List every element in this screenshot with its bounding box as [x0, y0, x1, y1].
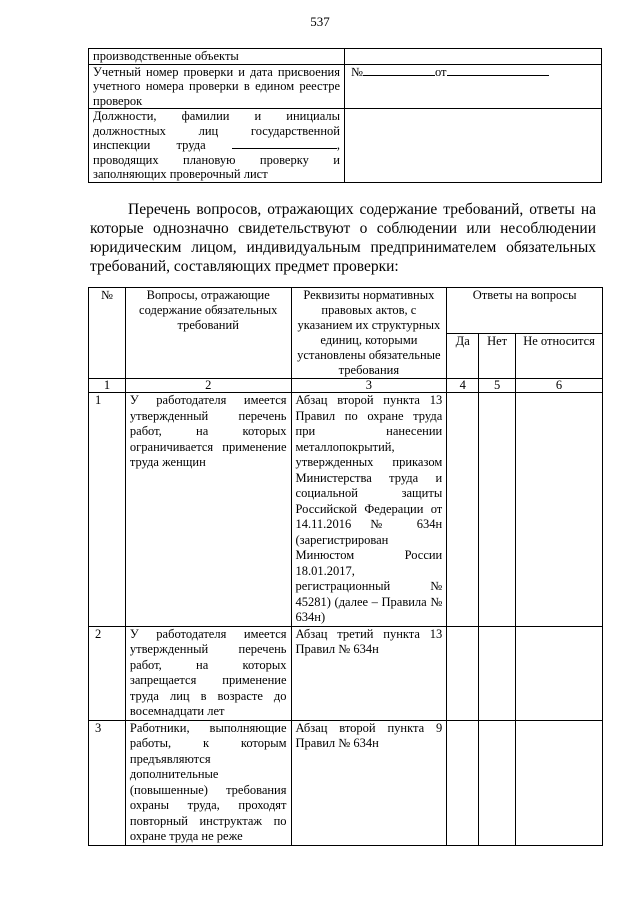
- row-requisites: Абзац второй пункта 13 Правил по охране труда при нанесении металлопокрытий, утвержденных приказом Министерства труда и социальной защиты Российской Федерации от 14.11.2016 № 634н (зарегистрирован Минюстом России 18.01.2017, регистрационный № 45281) (далее – Правила № 634н): [291, 393, 447, 627]
- answer-not-applicable-cell[interactable]: [516, 720, 603, 845]
- column-index: 2: [125, 379, 291, 393]
- row-requisites: Абзац третий пункта 13 Правил № 634н: [291, 626, 447, 720]
- answer-no-cell[interactable]: [479, 626, 516, 720]
- answer-yes-cell[interactable]: [447, 720, 479, 845]
- officials-label-start: Должности, фамилии и инициалы должностных лиц государственной инспекции труда: [93, 109, 340, 152]
- column-index: 3: [291, 379, 447, 393]
- header-yes: Да: [447, 333, 479, 379]
- production-objects-value: [345, 49, 602, 65]
- row-question: Работники, выполняющие работы, к которым предъявляются дополнительные (повышенные) требования охраны труда, проходят повторный инструктаж по охране труда не реже: [125, 720, 291, 845]
- header-not-applicable: Не относится: [516, 333, 603, 379]
- column-index-row: [89, 379, 603, 393]
- info-row-registration: [89, 64, 602, 109]
- officials-value: [345, 109, 602, 183]
- header-no: Нет: [479, 333, 516, 379]
- column-index: 1: [89, 379, 126, 393]
- inspection-name-blank: [232, 138, 337, 149]
- answer-no-cell[interactable]: [479, 393, 516, 627]
- row-number: 2: [89, 626, 126, 720]
- inspection-info-table: [88, 48, 602, 183]
- row-question: У работодателя имеется утвержденный перечень работ, на которых ограничивается применение труда женщин: [125, 393, 291, 627]
- header-row-1: [89, 288, 603, 334]
- header-questions: Вопросы, отражающие содержание обязательных требований: [125, 288, 291, 379]
- info-row-objects: [89, 49, 602, 65]
- page-number: 537: [310, 14, 330, 29]
- table-row: [89, 720, 603, 845]
- number-blank: [363, 65, 435, 76]
- production-objects-label: производственные объекты: [89, 49, 345, 65]
- answer-yes-cell[interactable]: [447, 393, 479, 627]
- officials-label-end: , проводящих плановую проверку и заполняющих проверочный лист: [93, 138, 340, 181]
- registration-number-label: Учетный номер проверки и дата присвоения учетного номера проверки в едином реестре проверок: [89, 64, 345, 109]
- answer-not-applicable-cell[interactable]: [516, 393, 603, 627]
- answer-yes-cell[interactable]: [447, 626, 479, 720]
- row-number: 3: [89, 720, 126, 845]
- questions-table: [88, 287, 603, 846]
- number-sign: №: [351, 64, 363, 79]
- row-requisites: Абзац второй пункта 9 Правил № 634н: [291, 720, 447, 845]
- row-question: У работодателя имеется утвержденный перечень работ, на которых запрещается применение труда лиц в возрасте до восемнадцати лет: [125, 626, 291, 720]
- registration-number-value: [345, 64, 602, 109]
- officials-label: [89, 109, 345, 183]
- table-row: [89, 626, 603, 720]
- column-index: 6: [516, 379, 603, 393]
- answer-not-applicable-cell[interactable]: [516, 626, 603, 720]
- header-answers: Ответы на вопросы: [447, 288, 603, 334]
- date-blank: [447, 65, 549, 76]
- header-requisites: Реквизиты нормативных правовых актов, с указанием их структурных единиц, которыми установлены обязательные требования: [291, 288, 447, 379]
- row-number: 1: [89, 393, 126, 627]
- answer-no-cell[interactable]: [479, 720, 516, 845]
- column-index: 5: [479, 379, 516, 393]
- info-row-officials: [89, 109, 602, 183]
- table-row: [89, 393, 603, 627]
- from-label: от: [434, 64, 447, 79]
- column-index: 4: [447, 379, 479, 393]
- header-number: №: [89, 288, 126, 379]
- intro-paragraph: Перечень вопросов, отражающих содержание требований, ответы на которые однозначно свидетельствуют о соблюдении или несоблюдении юридическим лицом, индивидуальным предпринимателем обязательных требований, составляющих предмет проверки:: [90, 201, 596, 275]
